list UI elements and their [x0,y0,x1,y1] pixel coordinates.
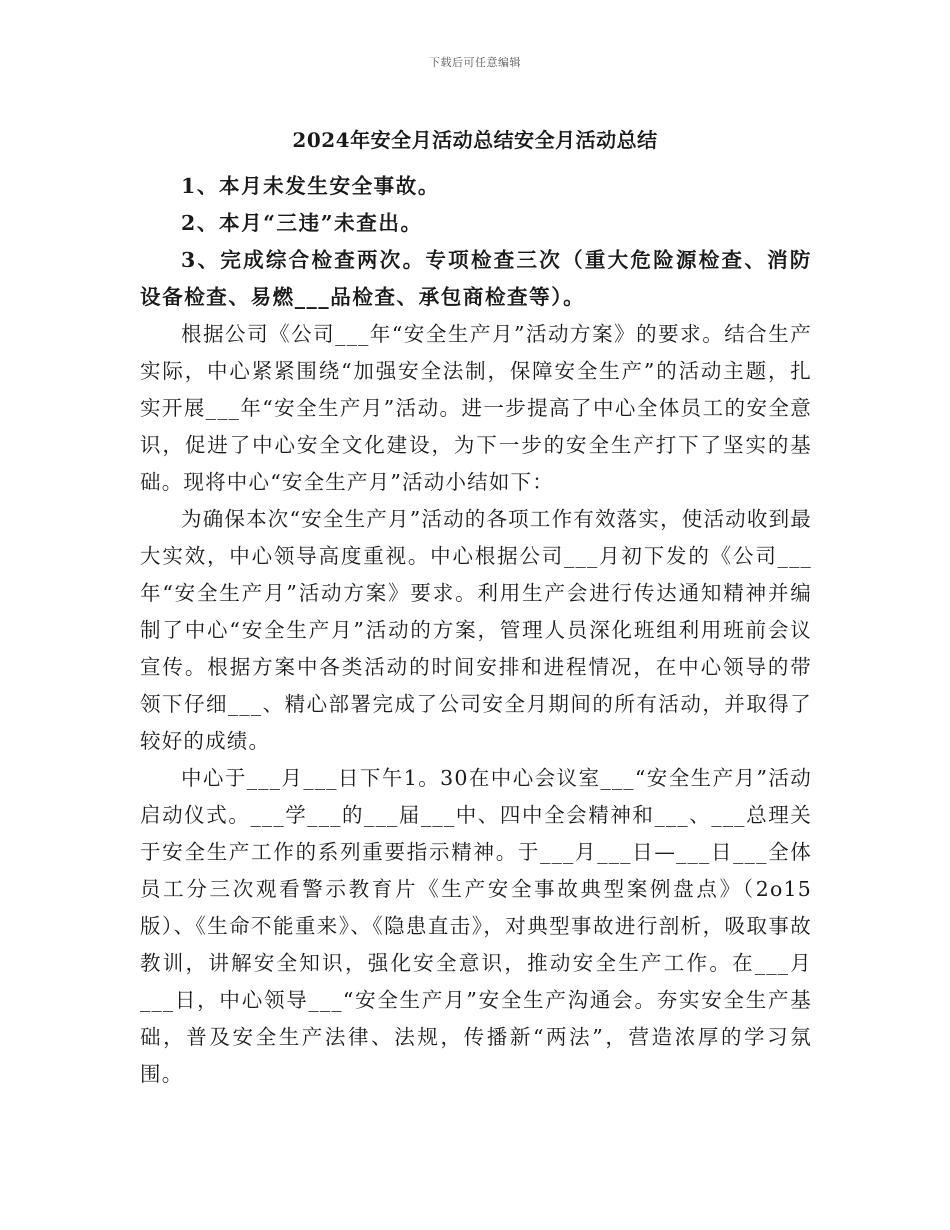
summary-item-1: 1、本月未发生安全事故。 [181,174,440,198]
summary-item-2: 2、本月“三违”未查出。 [181,211,423,235]
body-paragraph-activities: 中心于___月___日下午1。30在中心会议室___“安全生产月”活动启动仪式。___学___的___届___中、四中全会精神和___、___总理关于安全生产工作的系列重要指示精神。于___月___日—___日___全体员工分三次观看警示教育片《生产安全事故典型案例盘点》（2o15版）、《生命不能重来》、《隐患直击》，对典型事故进行剖析，吸取事故教训，讲解安全知识，强化安全意识，推动安全生产工作。在___月___日，中心领导___“安全生产月”安全生产沟通会。夯实安全生产基础，普及安全生产法律、法规，传播新“两法”，营造浓厚的学习氛围。 [140,766,812,1086]
body-paragraph-intro: 根据公司《公司___年“安全生产月”活动方案》的要求。结合生产实际，中心紧紧围绕“加强安全法制，保障安全生产”的活动主题，扎实开展___年“安全生产月”活动。进一步提高了中心全体员工的安全意识，促进了中心安全文化建设，为下一步的安全生产打下了坚实的基础。现将中心“安全生产月”活动小结如下： [140,322,812,494]
document-title: 2024年安全月活动总结安全月活动总结 [292,128,658,152]
summary-item-3: 3、完成综合检查两次。专项检查三次（重大危险源检查、消防设备检查、易燃___品检查、承包商检查等）。 [140,248,812,309]
header-note: 下载后可任意编辑 [429,56,521,69]
body-paragraph-organization: 为确保本次“安全生产月”活动的各项工作有效落实，使活动收到最大实效，中心领导高度重视。中心根据公司___月初下发的《公司___年“安全生产月”活动方案》要求。利用生产会进行传达通知精神并编制了中心“安全生产月”活动的方案，管理人员深化班组利用班前会议宣传。根据方案中各类活动的时间安排和进程情况，在中心领导的带领下仔细___、精心部署完成了公司安全月期间的所有活动，并取得了较好的成绩。 [140,507,812,753]
document-body [140,168,812,1093]
